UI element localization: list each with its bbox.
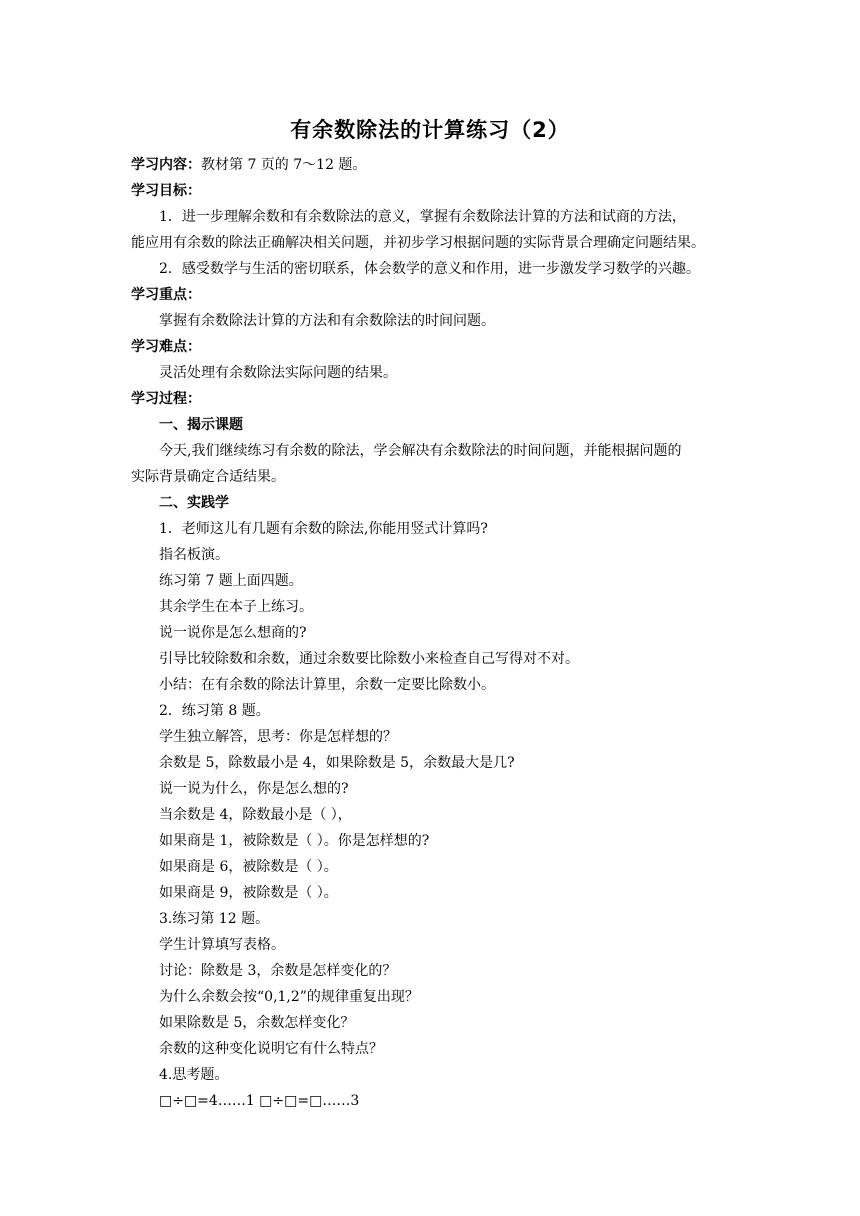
section-2-line: 如果商是 1，被除数是（ ）。你是怎样想的? — [159, 833, 430, 849]
section-2-line: 引导比较除数和余数，通过余数要比除数小来检查自己写得对不对。 — [159, 651, 579, 667]
section-2-line: 说一说为什么，你是怎么想的? — [159, 781, 349, 797]
section-2-line: 当余数是 4，除数最小是（ ）， — [159, 807, 352, 823]
difficulties-text: 灵活处理有余数除法实际问题的结果。 — [159, 365, 397, 381]
content-row — [131, 155, 366, 175]
section-2-line: 如果商是 6，被除数是（ ）。 — [159, 859, 338, 875]
section-2-line: 余数是 5，除数最小是 4，如果除数是 5，余数最大是几? — [159, 755, 515, 771]
goal-2: 2．感受数学与生活的密切联系，体会数学的意义和作用，进一步激发学习数学的兴趣。 — [159, 261, 700, 277]
section-1-line-2: 实际背景确定合适结果。 — [131, 469, 285, 485]
section-2-line: 其余学生在本子上练习。 — [159, 599, 313, 615]
section-2-heading: 二、实践学 — [159, 495, 229, 511]
section-2-line: 说一说你是怎么想商的? — [159, 625, 307, 641]
section-2-line: 指名板演。 — [159, 547, 229, 563]
section-2-line: 如果商是 9，被除数是（ ）。 — [159, 885, 338, 901]
key-points-text: 掌握有余数除法计算的方法和有余数除法的时间问题。 — [159, 313, 495, 329]
section-2-line: 2．练习第 8 题。 — [159, 703, 270, 719]
section-2-line: 练习第 7 题上面四题。 — [159, 573, 303, 589]
section-2-line: 1．老师这儿有几题有余数的除法,你能用竖式计算吗? — [159, 521, 488, 537]
section-2-line: 学生独立解答，思考：你是怎样想的？ — [159, 729, 397, 745]
goal-1-line-1: 1．进一步理解余数和有余数除法的意义，掌握有余数除法计算的方法和试商的方法， — [159, 209, 686, 225]
section-2-line: 如果除数是 5，余数怎样变化？ — [159, 1015, 355, 1031]
difficulties-label: 学习难点： — [131, 339, 201, 355]
content-label: 学习内容： — [131, 157, 201, 173]
section-2-line: 4.思考题。 — [159, 1067, 229, 1083]
section-2-line: 余数的这种变化说明它有什么特点？ — [159, 1041, 383, 1057]
process-label: 学习过程： — [131, 391, 201, 407]
goals-label: 学习目标： — [131, 183, 201, 199]
section-2-line: 小结：在有余数的除法计算里，余数一定要比除数小。 — [159, 677, 495, 693]
section-2-line: 讨论：除数是 3，余数是怎样变化的？ — [159, 963, 397, 979]
section-2-line: 学生计算填写表格。 — [159, 937, 285, 953]
section-1-heading: 一、揭示课题 — [159, 417, 243, 433]
section-2-line: 3.练习第 12 题。 — [159, 911, 270, 927]
key-points-label: 学习重点： — [131, 287, 201, 303]
section-1-line-1: 今天,我们继续练习有余数的除法，学会解决有余数除法的时间问题，并能根据问题的 — [159, 443, 682, 459]
content-text: 教材第 7 页的 7～12 题。 — [201, 157, 367, 173]
section-2-line: 为什么余数会按“0,1,2”的规律重复出现？ — [159, 989, 419, 1005]
thinking-question: □÷□=4……1 □÷□=□……3 — [159, 1093, 360, 1109]
goal-1-line-2: 能应用有余数的除法正确解决相关问题，并初步学习根据问题的实际背景合理确定问题结果。 — [131, 235, 705, 251]
page-title: 有余数除法的计算练习（2） — [290, 118, 570, 142]
